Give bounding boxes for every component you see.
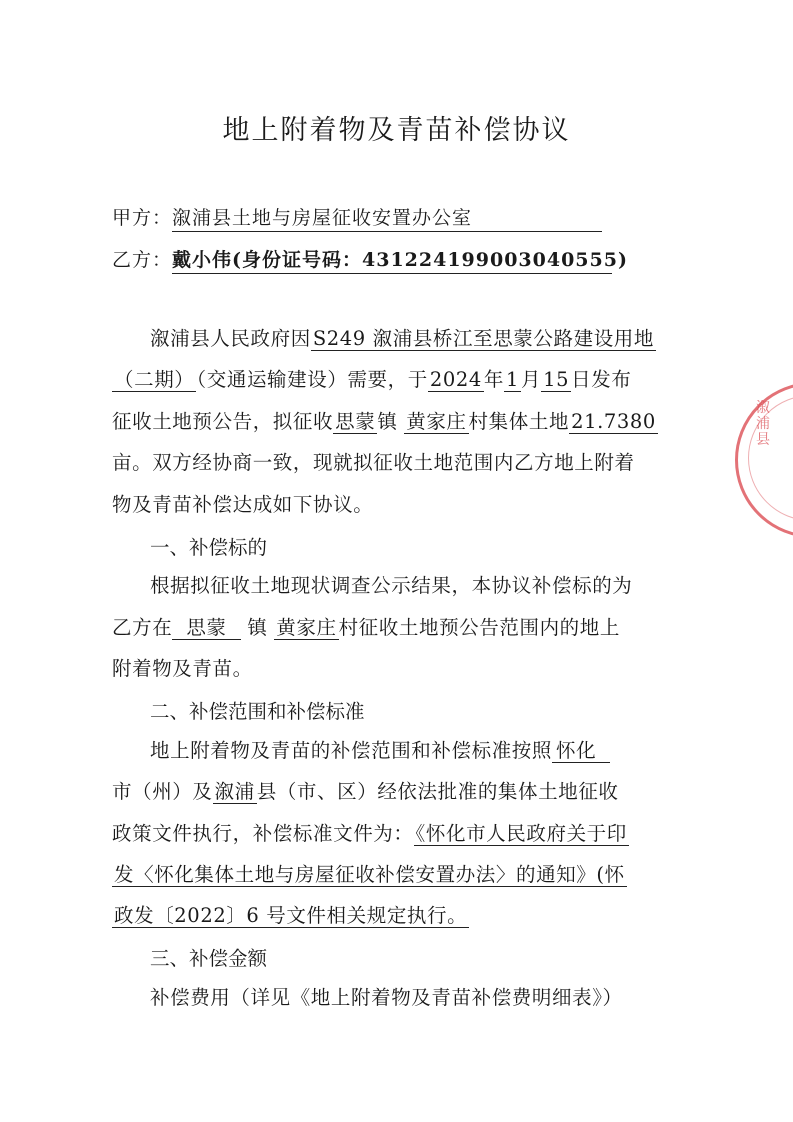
intro-text: 镇 [377,410,398,433]
party-a-label: 甲方： [112,207,173,229]
notice-year: 2024 [429,368,482,391]
party-b-value: 戴小伟(身份证号码：431224199003040555) [172,245,612,274]
section-1-line-3: 附着物及青苗。 [112,657,253,680]
intro-text: 溆浦县人民政府因 [150,327,311,350]
project-phase: （二期） [114,368,195,391]
section-1-line-2 [112,614,620,642]
section-2-line-4 [112,861,627,889]
notice-day: 15 [543,368,570,391]
intro-text: （交通运输建设）需要，于 [196,368,428,391]
village-name: 黄家庄 [406,410,467,433]
town-name: 思蒙 [172,616,240,640]
intro-text: 年 [483,368,504,391]
section-text: 村征收土地预公告范围内的地上 [338,616,620,639]
section-2-heading: 二、补偿范围和补偿标准 [150,700,365,723]
section-text: 市（州）及 [112,780,213,803]
village-name: 黄家庄 [276,616,337,639]
notice-month: 1 [506,368,520,391]
section-3-heading: 三、补偿金额 [150,947,268,970]
intro-line-5: 物及青苗补偿达成如下协议。 [112,493,374,516]
party-a-value: 溆浦县土地与房屋征收安置办公室 [172,203,602,232]
project-name: S249 溆浦县桥江至思蒙公路建设用地 [312,327,654,350]
section-text: 乙方在 [112,616,173,639]
party-b [112,245,628,274]
section-1-line-1: 根据拟征收土地现状调查公示结果，本协议补偿标的为 [150,574,633,597]
county-name: 溆浦 [214,780,255,803]
policy-document: 《怀化市人民政府关于印 [415,822,627,845]
section-2-line-1 [150,737,610,765]
section-text: 县（市、区）经依法批准的集体土地征收 [256,780,619,803]
document-title: 地上附着物及青苗补偿协议 [222,115,571,146]
city-name: 怀化 [552,739,610,763]
seal-text: 溆浦县 [756,400,770,448]
intro-text: 月 [521,368,542,391]
intro-line-3 [112,408,658,436]
section-text: 镇 [247,616,268,639]
intro-text: 征收土地预公告，拟征收 [112,410,334,433]
section-1-heading: 一、补偿标的 [150,536,268,559]
party-a [112,203,602,232]
town-name: 思蒙 [335,410,376,433]
party-b-label: 乙方： [112,249,173,271]
intro-line-2 [112,366,631,394]
section-2-line-2 [112,778,619,806]
section-2-line-3 [112,820,629,848]
policy-document: 政发〔2022〕6 号文件相关规定执行。 [114,904,468,927]
intro-text: 日发布 [571,368,632,391]
section-text: 政策文件执行，补偿标准文件为： [112,822,414,845]
land-area: 21.7380 [571,410,656,433]
policy-document: 发〈怀化集体土地与房屋征收补偿安置办法〉的通知》(怀 [114,863,625,886]
section-text: 地上附着物及青苗的补偿范围和补偿标准按照 [150,739,553,762]
intro-text: 村集体土地 [468,410,570,433]
section-2-line-5 [112,902,469,930]
section-3-line-1: 补偿费用（详见《地上附着物及青苗补偿费明细表》） [150,986,623,1009]
intro-line-4: 亩。双方经协商一致，现就拟征收土地范围内乙方地上附着 [112,451,635,474]
intro-line-1 [150,325,656,353]
